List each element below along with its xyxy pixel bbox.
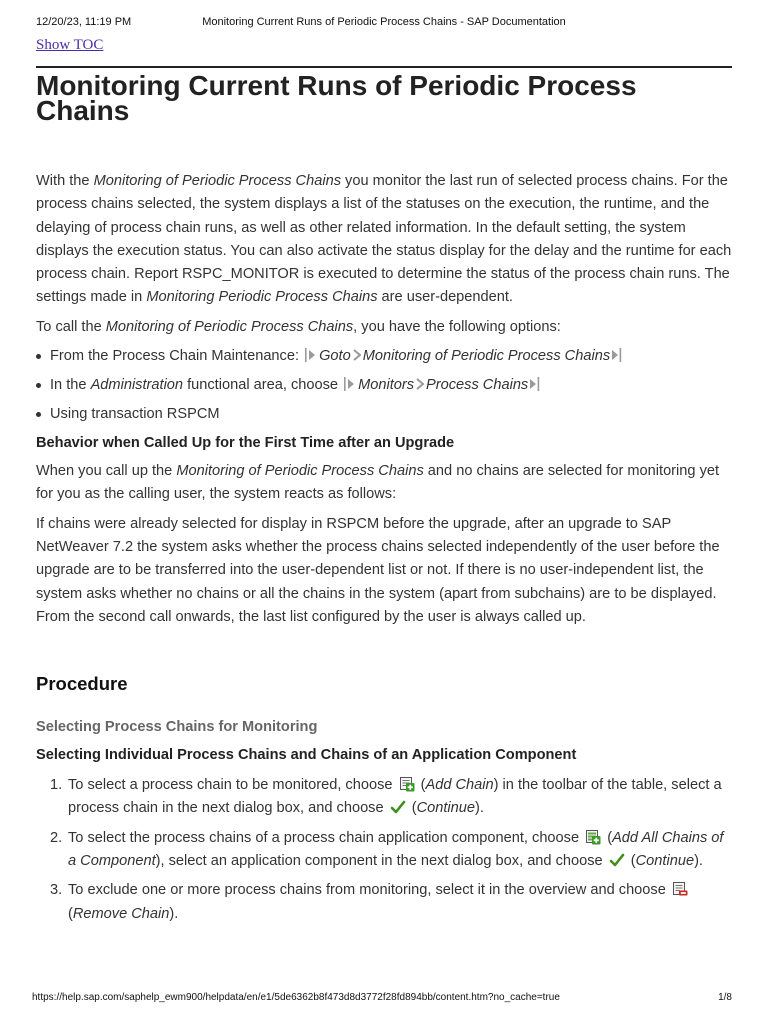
call-options-list: [36, 345, 734, 425]
add-chain-icon: [399, 776, 415, 792]
title-rule: [36, 66, 732, 68]
bullet: [36, 354, 41, 359]
behavior-heading: Behavior when Called Up for the First Time after an Upgrade: [36, 435, 455, 452]
text: Using transaction RSPCM: [50, 406, 220, 423]
continue-checkmark-icon: [390, 799, 406, 815]
text: To select the process chains of a process chain application component, choose: [68, 829, 584, 846]
bullet: [36, 412, 41, 417]
behavior-paragraph: [36, 460, 734, 507]
step-number: 1.: [50, 777, 63, 794]
text: With the: [36, 173, 94, 189]
text: To call the: [36, 318, 106, 335]
continue-checkmark-icon: [609, 852, 625, 868]
procedure-step: 2. To select the process chains of a process chain application component, choose (Add All Chains of a Component), select an application component in the next dialog box, and choose (Continue).: [36, 827, 734, 874]
list-item: [36, 374, 734, 396]
emphasis: Continue: [416, 800, 475, 817]
step-number: 3.: [50, 882, 63, 899]
step-number: 2.: [50, 829, 63, 846]
main-content: [36, 170, 734, 932]
text: To exclude one or more process chains from monitoring, select it in the overview and choose: [68, 882, 670, 899]
print-footer: [32, 992, 732, 1006]
procedure-step: 1. To select a process chain to be monitored, choose (Add Chain) in the toolbar of the table, select a process chain in the next dialog box, and choose (Continue).: [36, 774, 734, 821]
list-item: [36, 403, 734, 425]
show-toc-link[interactable]: Show TOC: [36, 37, 104, 53]
menu-path-end-icon: [612, 348, 622, 362]
remove-chain-icon: [672, 881, 688, 897]
menu-path-separator-icon: [353, 349, 361, 361]
procedure-steps: [36, 774, 734, 926]
text: ).: [475, 800, 484, 817]
page-title: Monitoring Current Runs of Periodic Process Chains: [36, 70, 637, 126]
list-item: [36, 345, 734, 367]
intro-paragraph: [36, 170, 734, 310]
text: When you call up the: [36, 463, 177, 480]
page-number: 1/8: [718, 992, 732, 1003]
upgrade-paragraph: If chains were already selected for display in RSPCM before the upgrade, after an upgrade to SAP NetWeaver 7.2 the system asks whether the process chains selected independently of the user before the upgrade are to be transferred into the user-dependent list or not. If there is no user-independent list, the system asks whether no chains or all the chains in the system (apart from subchains) are to be displayed. From the second call onwards, the last list configured by the user is always called up.: [36, 515, 720, 625]
text: are user-dependent.: [377, 289, 513, 306]
text: ) in the toolbar of the table, select a process chain in the next dialog box, and choose: [68, 777, 722, 817]
menu-path-start-icon: [344, 377, 355, 391]
call-options-paragraph: [36, 316, 734, 339]
menu-path-item: Goto: [319, 348, 351, 365]
emphasis: Monitoring of Periodic Process Chains: [176, 463, 424, 480]
page-url: https://help.sap.com/saphelp_ewm900/helpdata/en/e1/5de6362b8f473d8d3772f28fd894bb/content.htm?no_cache=true: [32, 992, 560, 1003]
bullet: [36, 383, 41, 388]
emphasis: Administration: [90, 377, 184, 394]
procedure-step: 3. To exclude one or more process chains from monitoring, select it in the overview and choose (Remove Chain).: [36, 879, 734, 926]
text: , you have the following options:: [353, 318, 561, 335]
emphasis: Monitoring Periodic Process Chains: [146, 289, 378, 306]
menu-path-separator-icon: [416, 378, 424, 390]
menu-path-item: Monitors: [358, 377, 415, 394]
menu-path-item: Process Chains: [426, 377, 529, 394]
text: ).: [169, 905, 179, 922]
text: you monitor the last run of selected process chains. For the process chains selected, the system displays a list of the statuses on the execution, the runtime, and the delaying of process chain runs, as well as other related information. In the default setting, the system displays the execution status. You can also activate the status display for the delay and the runtime for each process chain. Report RSPC_MONITOR is executed to determine the status of the process chain runs. The settings made in: [36, 173, 732, 306]
emphasis: Monitoring of Periodic Process Chains: [105, 318, 354, 335]
emphasis: Continue: [635, 853, 695, 870]
text: ).: [694, 853, 703, 870]
text: ), select an application component in the next dialog box, and choose: [155, 853, 607, 870]
text: From the Process Chain Maintenance:: [50, 348, 304, 365]
emphasis: Remove Chain: [72, 905, 170, 922]
text: To select a process chain to be monitored, choose: [68, 777, 397, 794]
text: In the: [50, 377, 91, 394]
emphasis: Add Chain: [425, 777, 494, 794]
procedure-heading: Procedure: [36, 673, 128, 695]
menu-path-start-icon: [305, 348, 316, 362]
emphasis: Monitoring of Periodic Process Chains: [93, 173, 341, 189]
print-date: 12/20/23, 11:19 PM: [36, 16, 132, 28]
add-all-chains-icon: [585, 829, 601, 845]
individual-chains-heading: Selecting Individual Process Chains and Chains of an Application Component: [36, 747, 577, 764]
text: functional area, choose: [183, 377, 343, 394]
print-header: [36, 16, 732, 32]
emphasis: Add All Chains of a Component: [68, 829, 724, 870]
selecting-chains-heading: Selecting Process Chains for Monitoring: [36, 719, 318, 736]
menu-path-item: Monitoring of Periodic Process Chains: [362, 348, 611, 365]
menu-path-end-icon: [530, 377, 540, 391]
print-page-title: Monitoring Current Runs of Periodic Process Chains - SAP Documentation: [202, 16, 566, 28]
text: and no chains are selected for monitoring yet for you as the calling user, the system reacts as follows:: [36, 463, 720, 503]
